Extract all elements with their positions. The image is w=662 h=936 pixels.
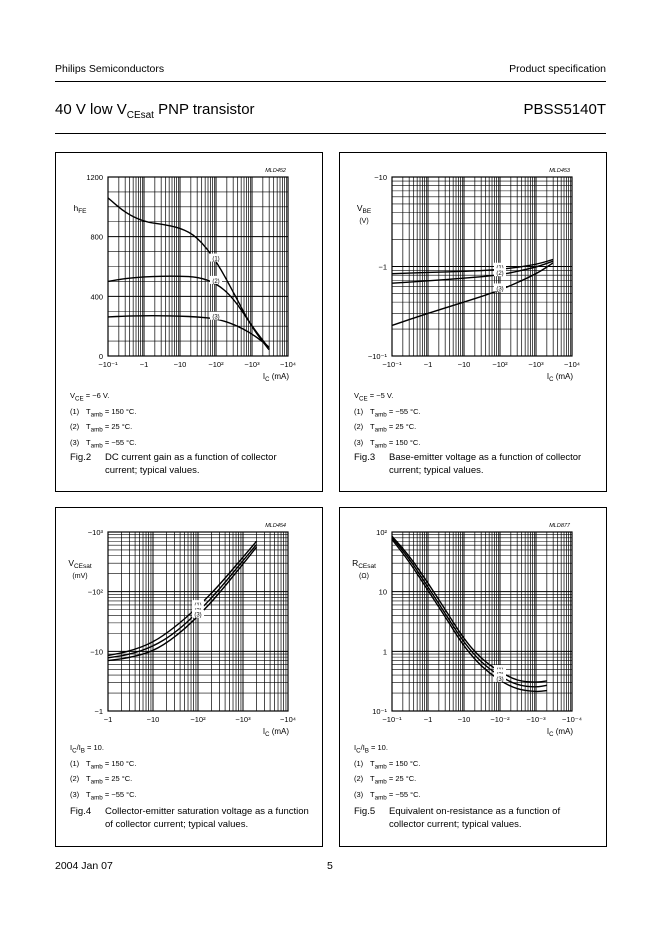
y-tick-label: 1200 [86, 173, 103, 182]
curve-label-3: (3) [496, 676, 504, 683]
chart-hfe-vs-ic [55, 152, 323, 382]
data-curve-1 [392, 536, 547, 682]
fig2-notes: $V_{CE} = -6$ V. (1) $T_{amb} = 150$ °C. (2) $T_{amb} = 25$ °C. (3) $T_{amb} = -55$ °C. [70, 391, 137, 449]
header-company: Philips Semiconductors [55, 63, 165, 75]
x-tick-label: −10⁻¹ [382, 715, 402, 724]
curve-label-3: (3) [496, 286, 504, 293]
x-tick-label: −1 [423, 715, 433, 724]
fig5-caption-text: Equivalent on-resistance as a function of collector current; typical values. [389, 806, 561, 830]
y-tick-label: −10³ [87, 528, 103, 537]
y-tick-label: 0 [98, 352, 103, 361]
chart-code: MLD877 [549, 523, 570, 529]
y-tick-label: 10⁻¹ [372, 707, 387, 716]
chart-code: MLD454 [265, 523, 286, 529]
x-tick-label: −10 [457, 715, 471, 724]
y-axis-unit: (mV) [72, 573, 88, 580]
fig3-notes: $V_{CE} = -5$ V. (1) $T_{amb} = -55$ °C. (2) $T_{amb} = 25$ °C. (3) $T_{amb} = 150$ °C. [354, 391, 421, 449]
plot-frame [392, 532, 572, 711]
page-title: 40 V low $V_{CEsat}$ PNP transistor [55, 101, 255, 121]
x-tick-label: −10⁻³ [526, 715, 546, 724]
y-axis-label: $h_{FE}$ [73, 203, 87, 215]
x-axis-label: $I_C$ (mA) [262, 727, 290, 737]
x-tick-label: −1 [103, 715, 113, 724]
fig4-notes: $I_C/I_B = 10$. (1) $T_{amb} = 150$ °C. (2) $T_{amb} = 25$ °C. (3) $T_{amb} = -55$ °C. [70, 743, 137, 801]
x-tick-label: −10³ [244, 360, 260, 369]
y-tick-label: −1 [378, 262, 387, 272]
x-tick-label: −10⁻¹ [98, 360, 118, 369]
header-rule [55, 81, 606, 82]
page-number: 5 [327, 860, 333, 872]
curve-label-2: (2) [212, 278, 220, 285]
y-tick-label: −10² [87, 587, 103, 597]
fig5-number: Fig.5 [354, 806, 376, 817]
fig2-caption-text: DC current gain as a function of collector current; typical values. [105, 452, 277, 476]
curve-label-3: (3) [194, 612, 202, 619]
footer-date: 2004 Jan 07 [55, 860, 113, 872]
x-tick-label: −10⁴ [564, 360, 580, 369]
y-tick-label: −10⁻¹ [367, 352, 387, 361]
x-tick-label: −10² [190, 715, 206, 724]
curve-label-3: (3) [212, 314, 220, 321]
curve-label-1: (1) [212, 256, 220, 263]
y-tick-label: 10² [376, 528, 387, 537]
x-axis-label: $I_C$ (mA) [262, 372, 290, 382]
fig3-number: Fig.3 [354, 452, 376, 463]
curve-label-2: (2) [496, 271, 504, 278]
chart-code: MLD452 [265, 168, 286, 174]
y-axis-unit: (Ω) [359, 573, 369, 580]
x-axis-label: $I_C$ (mA) [546, 372, 574, 382]
x-tick-label: −10⁻¹ [382, 360, 402, 369]
y-axis-unit: (V) [359, 218, 369, 225]
data-curve-3 [108, 316, 269, 347]
fig2-caption [70, 452, 310, 482]
y-tick-label: −10 [90, 647, 103, 657]
chart-vcesat-vs-ic [55, 507, 323, 737]
fig2-number: Fig.2 [70, 452, 92, 463]
chart-code: MLD453 [549, 168, 570, 174]
x-tick-label: −10³ [528, 360, 544, 369]
header-doc-type: Product specification [509, 63, 606, 75]
x-tick-label: −10 [457, 360, 471, 369]
x-axis-label: $I_C$ (mA) [546, 727, 574, 737]
chart-vbe-vs-ic [339, 152, 607, 382]
y-tick-label: 10 [378, 587, 387, 597]
data-curve-1 [108, 198, 269, 350]
y-tick-label: 1 [382, 647, 387, 657]
x-tick-label: −1 [423, 360, 433, 369]
x-tick-label: −10² [208, 360, 224, 369]
y-axis-label: $V_{CEsat}$ [68, 558, 92, 570]
data-curve-2 [108, 276, 269, 348]
x-tick-label: −10² [492, 360, 508, 369]
fig4-number: Fig.4 [70, 806, 92, 817]
y-axis-label: $V_{BE}$ [356, 203, 372, 215]
chart-rcesat-vs-ic [339, 507, 607, 737]
y-tick-label: 800 [90, 232, 103, 242]
x-tick-label: −10⁴ [280, 715, 296, 724]
fig3-caption [354, 452, 594, 482]
x-tick-label: −1 [139, 360, 149, 369]
fig3-caption-text: Base-emitter voltage as a function of collector current; typical values. [389, 452, 582, 476]
x-tick-label: −10⁴ [280, 360, 296, 369]
fig5-caption [354, 806, 599, 836]
part-number: PBSS5140T [523, 101, 606, 118]
x-tick-label: −10 [146, 715, 160, 724]
y-tick-label: 400 [90, 292, 103, 302]
data-curve-2 [392, 261, 553, 283]
x-tick-label: −10 [173, 360, 187, 369]
y-tick-label: −10 [374, 173, 387, 182]
data-curve-1 [108, 541, 257, 655]
x-tick-label: −10⁻⁴ [562, 715, 582, 724]
y-tick-label: −1 [94, 707, 103, 716]
data-curve-3 [108, 547, 257, 661]
fig4-caption-text: Collector-emitter saturation voltage as a function of collector current; typical values. [105, 806, 309, 830]
fig5-notes: $I_C/I_B = 10$. (1) $T_{amb} = 150$ °C. (2) $T_{amb} = 25$ °C. (3) $T_{amb} = -55$ °C. [354, 743, 421, 801]
fig4-caption [70, 806, 315, 836]
x-tick-label: −10⁻² [490, 715, 510, 724]
title-rule [55, 133, 606, 134]
x-tick-label: −10³ [235, 715, 251, 724]
y-axis-label: $R_{CEsat}$ [352, 558, 376, 570]
